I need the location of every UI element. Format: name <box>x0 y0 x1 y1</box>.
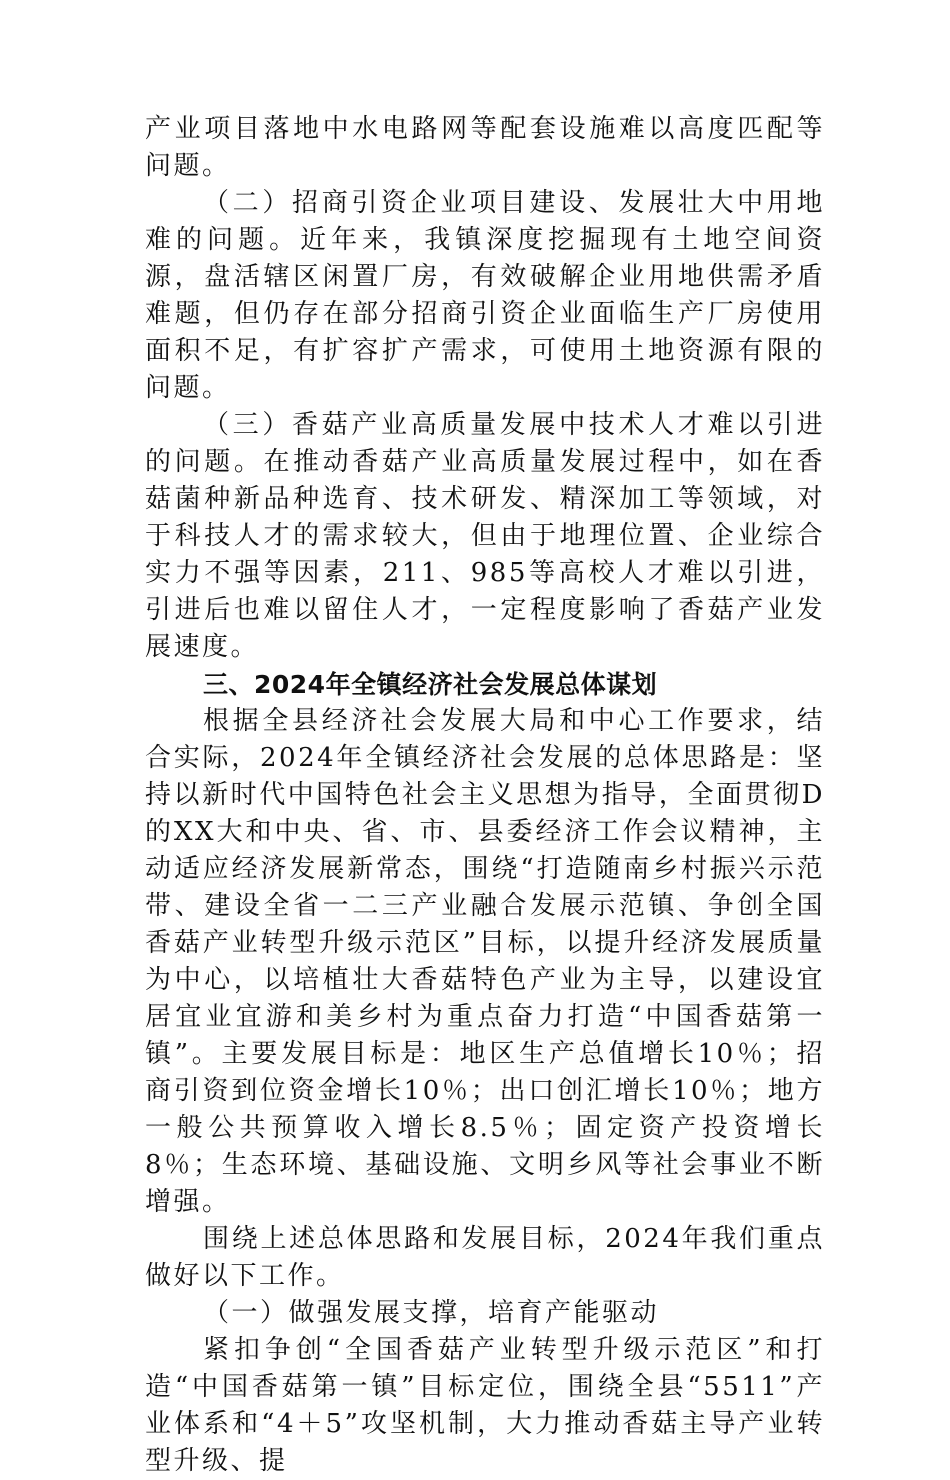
document-body <box>145 111 825 1480</box>
paragraph-industry-upgrade: 紧扣争创“全国香菇产业转型升级示范区”和打造“中国香菇第一镇”目标定位，围绕全县“5511”产业体系和“4＋5”攻坚机制，大力推动香菇主导产业转型升级、提 <box>145 1335 825 1476</box>
paragraph-key-work-intro: 围绕上述总体思路和发展目标，2024年我们重点做好以下工作。 <box>145 1224 825 1291</box>
paragraph-land-issue: （二）招商引资企业项目建设、发展壮大中用地难的问题。近年来，我镇深度挖掘现有土地空间资源，盘活辖区闲置厂房，有效破解企业用地供需矛盾难题，但仍存在部分招商引资企业面临生产厂房使用面积不足，有扩容扩产需求，可使用土地资源有限的问题。 <box>145 188 825 403</box>
paragraph-continuation: 产业项目落地中水电路网等配套设施难以高度匹配等问题。 <box>145 114 825 181</box>
paragraph-overall-plan: 根据全县经济社会发展大局和中心工作要求，结合实际，2024年全镇经济社会发展的总体思路是：坚持以新时代中国特色社会主义思想为指导，全面贯彻D的XX大和中央、省、市、县委经济工作会议精神，主动适应经济发展新常态，围绕“打造随南乡村振兴示范带、建设全省一二三产业融合发展示范镇、争创全国香菇产业转型升级示范区”目标，以提升经济发展质量为中心，以培植壮大香菇特色产业为主导，以建设宜居宜业宜游和美乡村为重点奋力打造“中国香菇第一镇”。主要发展目标是：地区生产总值增长10％；招商引资到位资金增长10％；出口创汇增长10％；地方一般公共预算收入增长8.5％；固定资产投资增长8％；生态环境、基础设施、文明乡风等社会事业不断增强。 <box>145 706 825 1217</box>
paragraph-talent-issue: （三）香菇产业高质量发展中技术人才难以引进的问题。在推动香菇产业高质量发展过程中，如在香菇菌种新品种选育、技术研发、精深加工等领域，对于科技人才的需求较大，但由于地理位置、企业综合实力不强等因素，211、985等高校人才难以引进，引进后也难以留住人才，一定程度影响了香菇产业发展速度。 <box>145 410 825 662</box>
section-heading: 三、2024年全镇经济社会发展总体谋划 <box>203 670 658 699</box>
subsection-heading: （一）做强发展支撑，培育产能驱动 <box>203 1298 660 1328</box>
